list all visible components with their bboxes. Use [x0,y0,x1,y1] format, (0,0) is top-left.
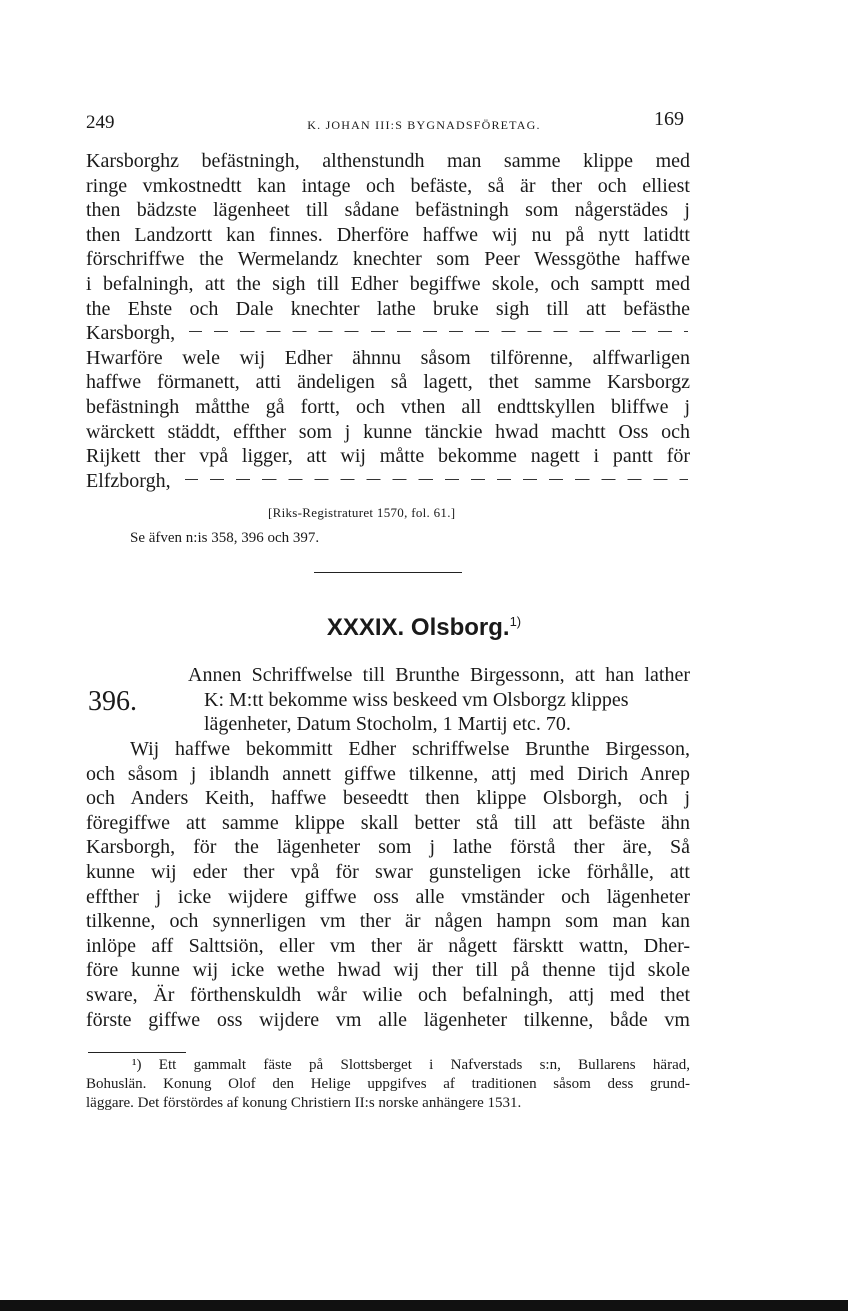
section-divider [314,572,462,573]
text-line: kunne wij eder ther vpå för swar gunsteligen icke förhålle, att [86,860,690,883]
paragraph-2 [86,737,690,1032]
text-line: föregiffwe att samme klippe skall better stå till att befäste ähn [86,811,690,834]
running-title: K. JOHAN III:S BYGNADSFÖRETAG. [307,118,541,132]
dash-leader [189,331,688,333]
text-line: wärckett städdt, effther som j kunne tänckie hwad machtt Oss och [86,420,690,443]
text-line: Wij haffwe bekommitt Edher schriffwelse Brunthe Birgesson, [130,738,690,760]
scan-bottom-edge [0,1300,848,1311]
document-summary [188,663,690,737]
footnote-line: Bohuslän. Konung Olof den Helige uppgifves af traditionen såsom dess grund- [86,1076,690,1092]
text-line: tilkenne, och synnerligen vm ther är någen hampn som man kan [86,910,690,933]
text-line: förschriffwe the Wermelandz knechter som Peer Wessgöthe haffwe [86,248,690,271]
text-line: före kunne wij icke wethe hwad wij ther till på thenne tijd skole [86,959,690,982]
text-line: i befalningh, att the sigh till Edher begiffwe skole, och samptt med [86,272,690,295]
text-line: Karsborghz befästningh, althenstundh man samme klippe med [86,150,690,172]
dashed-line [86,469,690,494]
text-line: inlöpe aff Salttsiön, eller vm ther är någett färsktt wattn, Dher- [86,934,690,957]
dashed-line [86,321,690,346]
text-line: haffwe förmanett, atti ändeligen så lagett, thet samme Karsborgz [86,371,690,394]
text-line: then Landzortt kan finnes. Dherföre haffwe wij nu på nytt latidtt [86,223,690,246]
footnote-line: ¹) Ett gammalt fäste på Slottsberget i Nafverstads s:n, Bullarens härad, [132,1057,690,1073]
see-also-note: Se äfven n:is 358, 396 och 397. [130,530,320,546]
footnote-divider [88,1052,186,1053]
source-citation: [Riks-Registraturet 1570, fol. 61.] [268,505,456,520]
section-title-text: XXXIX. Olsborg. [326,614,510,641]
text-line: sware, Är förthenskuldh wår wilie och befalningh, attj med thet [86,983,690,1006]
page-number-right: 169 [654,108,684,130]
document-number: 396. [88,686,137,717]
text-line: Hwarföre wele wij Edher ähnnu såsom tilförenne, alffwarligen [86,346,690,369]
text-line: Karsborgh, [86,322,176,345]
paragraph-1 [86,149,690,493]
text-line: the Ehste och Dale knechter lathe bruke sigh till att befästhe [86,297,690,320]
text-line: Karsborgh, för the lägenheter som j lathe förstå ther äre, Så [86,836,690,859]
section-title [0,614,848,642]
dash-leader [185,479,688,481]
text-line: och såsom j iblandh annett giffwe tilkenne, attj med Dirich Anrep [86,762,690,785]
footnote [86,1056,690,1113]
text-line: Elfzborgh, [86,469,171,492]
summary-line: K: M:tt bekomme wiss beskeed vm Olsborgz klippes [204,688,629,711]
summary-line: lägenheter, Datum Stocholm, 1 Martij etc. 70. [204,713,571,736]
footnote-line: läggare. Det förstördes af konung Christiern II:s norske anhängere 1531. [86,1095,522,1111]
page-number-left: 249 [86,112,115,133]
footnote-mark: 1) [509,614,522,629]
summary-line: Annen Schriffwelse till Brunthe Birgessonn, att han lather [188,664,690,686]
text-line: befästningh måtthe gå fortt, och vthen all endttskyllen bliffwe j [86,395,690,418]
text-line: Rijkett ther vpå ligger, att wij måtte bekomme nagett i pantt för [86,445,690,468]
text-line: och Anders Keith, haffwe beseedtt then klippe Olsborgh, och j [86,787,690,810]
text-line: then bädzste lägenheet till sådane befästningh som någerstädes j [86,199,690,222]
text-line: förste giffwe oss wijdere vm alle lägenheter tilkenne, både vm [86,1008,690,1031]
text-line: ringe vmkostnedtt kan intage och befäste, så är ther och elliest [86,174,690,197]
text-line: effther j icke wijdere giffwe oss alle vmständer och lägenheter [86,885,690,908]
